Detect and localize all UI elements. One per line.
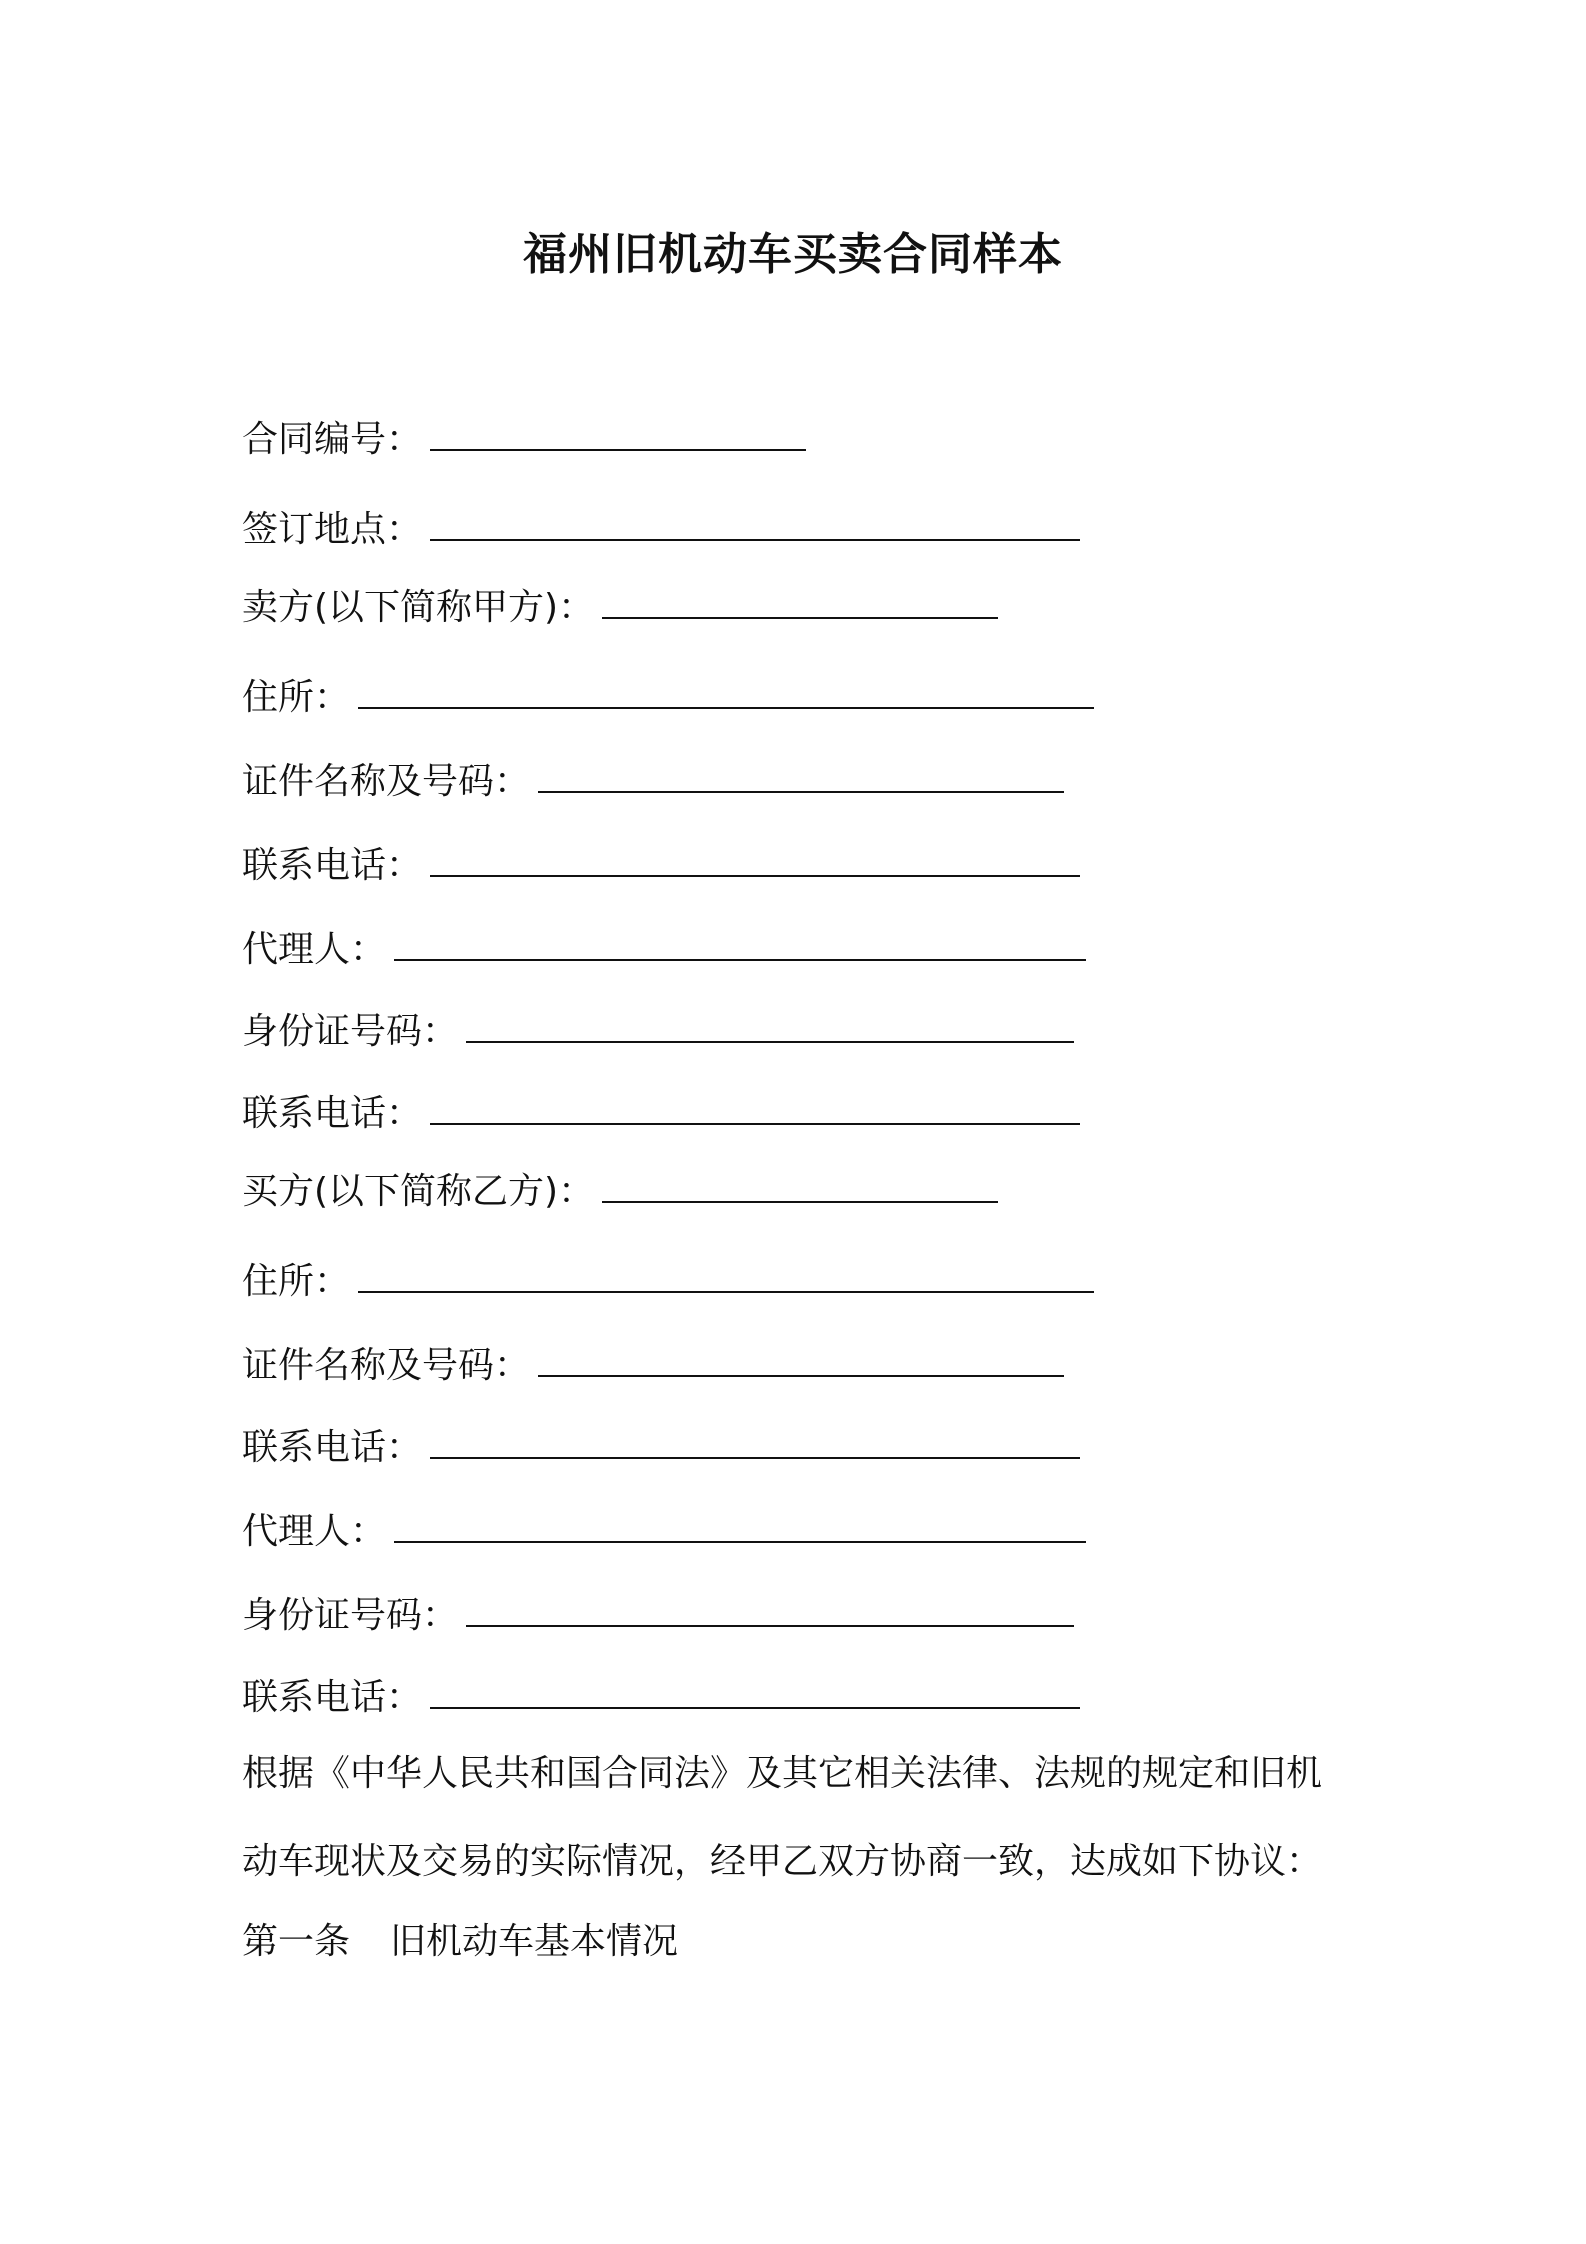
buyer-blank[interactable] [602,1171,998,1203]
field-label: 买方(以下简称乙方)： [242,1171,595,1212]
field-label: 证件名称及号码： [242,1345,531,1386]
buyer-address-field [242,1258,1094,1306]
seller-phone-field [242,842,1080,890]
seller-agent-phone-blank[interactable] [430,1093,1080,1125]
signing-place-blank[interactable] [430,509,1080,541]
buyer-agent-phone-blank[interactable] [430,1677,1080,1709]
field-label: 身份证号码： [242,1011,459,1052]
buyer-id-field [242,1342,1064,1390]
document-title: 福州旧机动车买卖合同样本 [523,229,1063,280]
field-label: 合同编号： [242,419,423,460]
field-label: 代理人： [242,1511,387,1552]
buyer-id-blank[interactable] [538,1345,1064,1377]
field-label: 联系电话： [242,845,423,886]
buyer-agent-idcard-field [242,1592,1074,1640]
buyer-agent-field [242,1508,1086,1556]
article-number: 第一条 [242,1921,351,1962]
buyer-phone-blank[interactable] [430,1427,1080,1459]
field-label: 身份证号码： [242,1595,459,1636]
buyer-agent-phone-field [242,1674,1080,1722]
buyer-agent-idcard-blank[interactable] [466,1595,1074,1627]
article-1-heading [242,1918,678,1966]
seller-field [242,584,998,632]
preamble-line-1: 根据《中华人民共和国合同法》及其它相关法律、法规的规定和旧机 [242,1753,1323,1794]
field-label: 签订地点： [242,509,423,550]
seller-agent-field [242,926,1086,974]
buyer-agent-blank[interactable] [394,1511,1086,1543]
field-label: 联系电话： [242,1677,423,1718]
contract-number-blank[interactable] [430,419,806,451]
field-label: 住所： [242,677,351,718]
signing-place-field [242,506,1080,554]
field-label: 代理人： [242,929,387,970]
field-label: 联系电话： [242,1427,423,1468]
article-heading-text: 旧机动车基本情况 [390,1921,679,1962]
field-label: 卖方(以下简称甲方)： [242,587,595,628]
field-label: 联系电话： [242,1093,423,1134]
seller-agent-blank[interactable] [394,929,1086,961]
seller-agent-idcard-field [242,1008,1074,1056]
seller-agent-idcard-blank[interactable] [466,1011,1074,1043]
buyer-field [242,1168,998,1216]
buyer-address-blank[interactable] [358,1261,1094,1293]
preamble-line-2: 动车现状及交易的实际情况，经甲乙双方协商一致，达成如下协议： [242,1841,1323,1882]
contract-number-field [242,416,806,464]
seller-agent-phone-field [242,1090,1080,1138]
seller-blank[interactable] [602,587,998,619]
seller-id-blank[interactable] [538,761,1064,793]
seller-phone-blank[interactable] [430,845,1080,877]
field-label: 证件名称及号码： [242,761,531,802]
seller-id-field [242,758,1064,806]
buyer-phone-field [242,1424,1080,1472]
seller-address-field [242,674,1094,722]
seller-address-blank[interactable] [358,677,1094,709]
field-label: 住所： [242,1261,351,1302]
